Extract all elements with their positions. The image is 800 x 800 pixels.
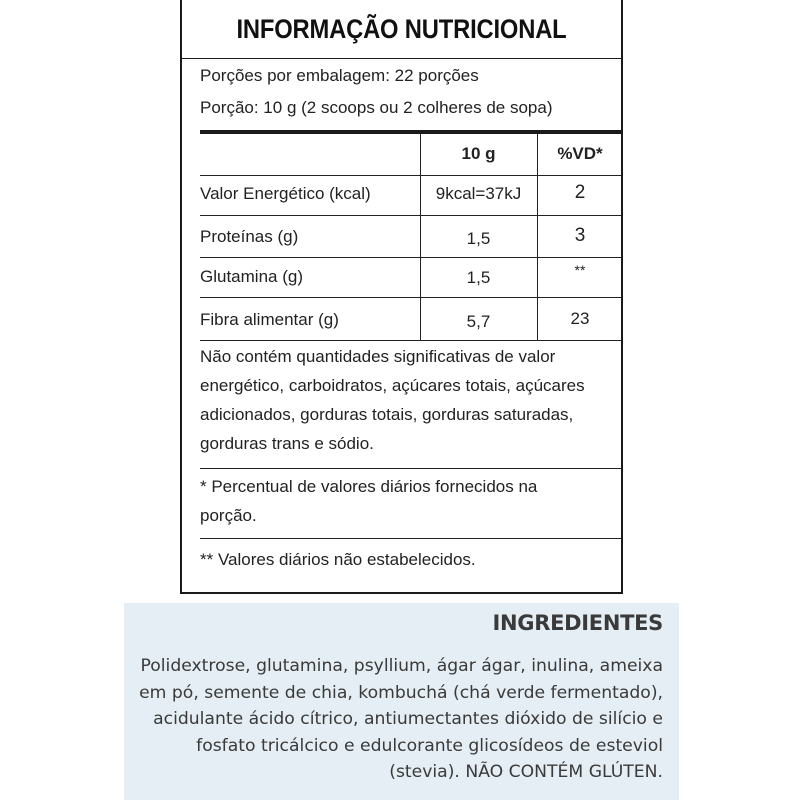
nutrient-name: Glutamina (g) — [200, 267, 303, 286]
row-divider — [200, 340, 621, 341]
serving-size: Porção: 10 g (2 scoops ou 2 colheres de sopa) — [200, 98, 553, 117]
nutrient-name: Fibra alimentar (g) — [200, 310, 339, 329]
nutrient-name: Valor Energético (kcal) — [200, 184, 371, 203]
row-divider — [200, 468, 621, 469]
servings-per-package: Porções por embalagem: 22 porções — [200, 66, 479, 85]
nutrient-dv: 23 — [570, 309, 590, 328]
nutrient-name: Proteínas (g) — [200, 227, 299, 246]
row-divider — [200, 257, 621, 258]
nutrient-amount: 9kcal=37kJ — [435, 184, 522, 203]
nutrient-amount: 1,5 — [466, 229, 491, 248]
nutrient-dv: ** — [574, 262, 586, 278]
nutrition-title: INFORMAÇÃO NUTRICIONAL — [236, 14, 567, 44]
nutrition-facts-table — [180, 0, 623, 594]
footnote-not-established: ** Valores diários não estabelecidos. — [200, 550, 476, 569]
row-divider — [200, 297, 621, 298]
nutrient-amount: 5,7 — [466, 312, 491, 331]
ingredients-list: Polidextrose, glutamina, psyllium, ágar ágar, inulina, ameixa em pó, semente de chia, kombuchá (chá verde fermentado), acidulante ácido cítrico, antiumectantes dióxido de silício e fosfato tricálcico e edulcorante glicosídeos de esteviol (stevia). NÃO CONTÉM GLÚTEN. — [139, 656, 663, 782]
nutrient-dv: 3 — [574, 225, 586, 246]
nutrient-dv: 2 — [574, 182, 586, 203]
nutrient-amount: 1,5 — [466, 268, 491, 287]
row-divider — [200, 215, 621, 216]
divider — [182, 58, 621, 59]
not-significant-statement: Não contém quantidades significativas de valor energético, carboidratos, açúcares totais, açúcares adicionados, gorduras totais, gorduras saturadas, gorduras trans e sódio. — [200, 347, 585, 453]
footnote-daily-values: * Percentual de valores diários fornecidos na porção. — [200, 477, 538, 525]
column-header-dv: %VD* — [557, 144, 603, 163]
ingredients-title: INGREDIENTES — [492, 611, 663, 635]
row-divider — [200, 175, 621, 176]
ingredients-panel — [124, 603, 679, 800]
divider-thick — [200, 130, 621, 134]
row-divider — [200, 538, 621, 539]
column-header-amount: 10 g — [461, 144, 496, 163]
